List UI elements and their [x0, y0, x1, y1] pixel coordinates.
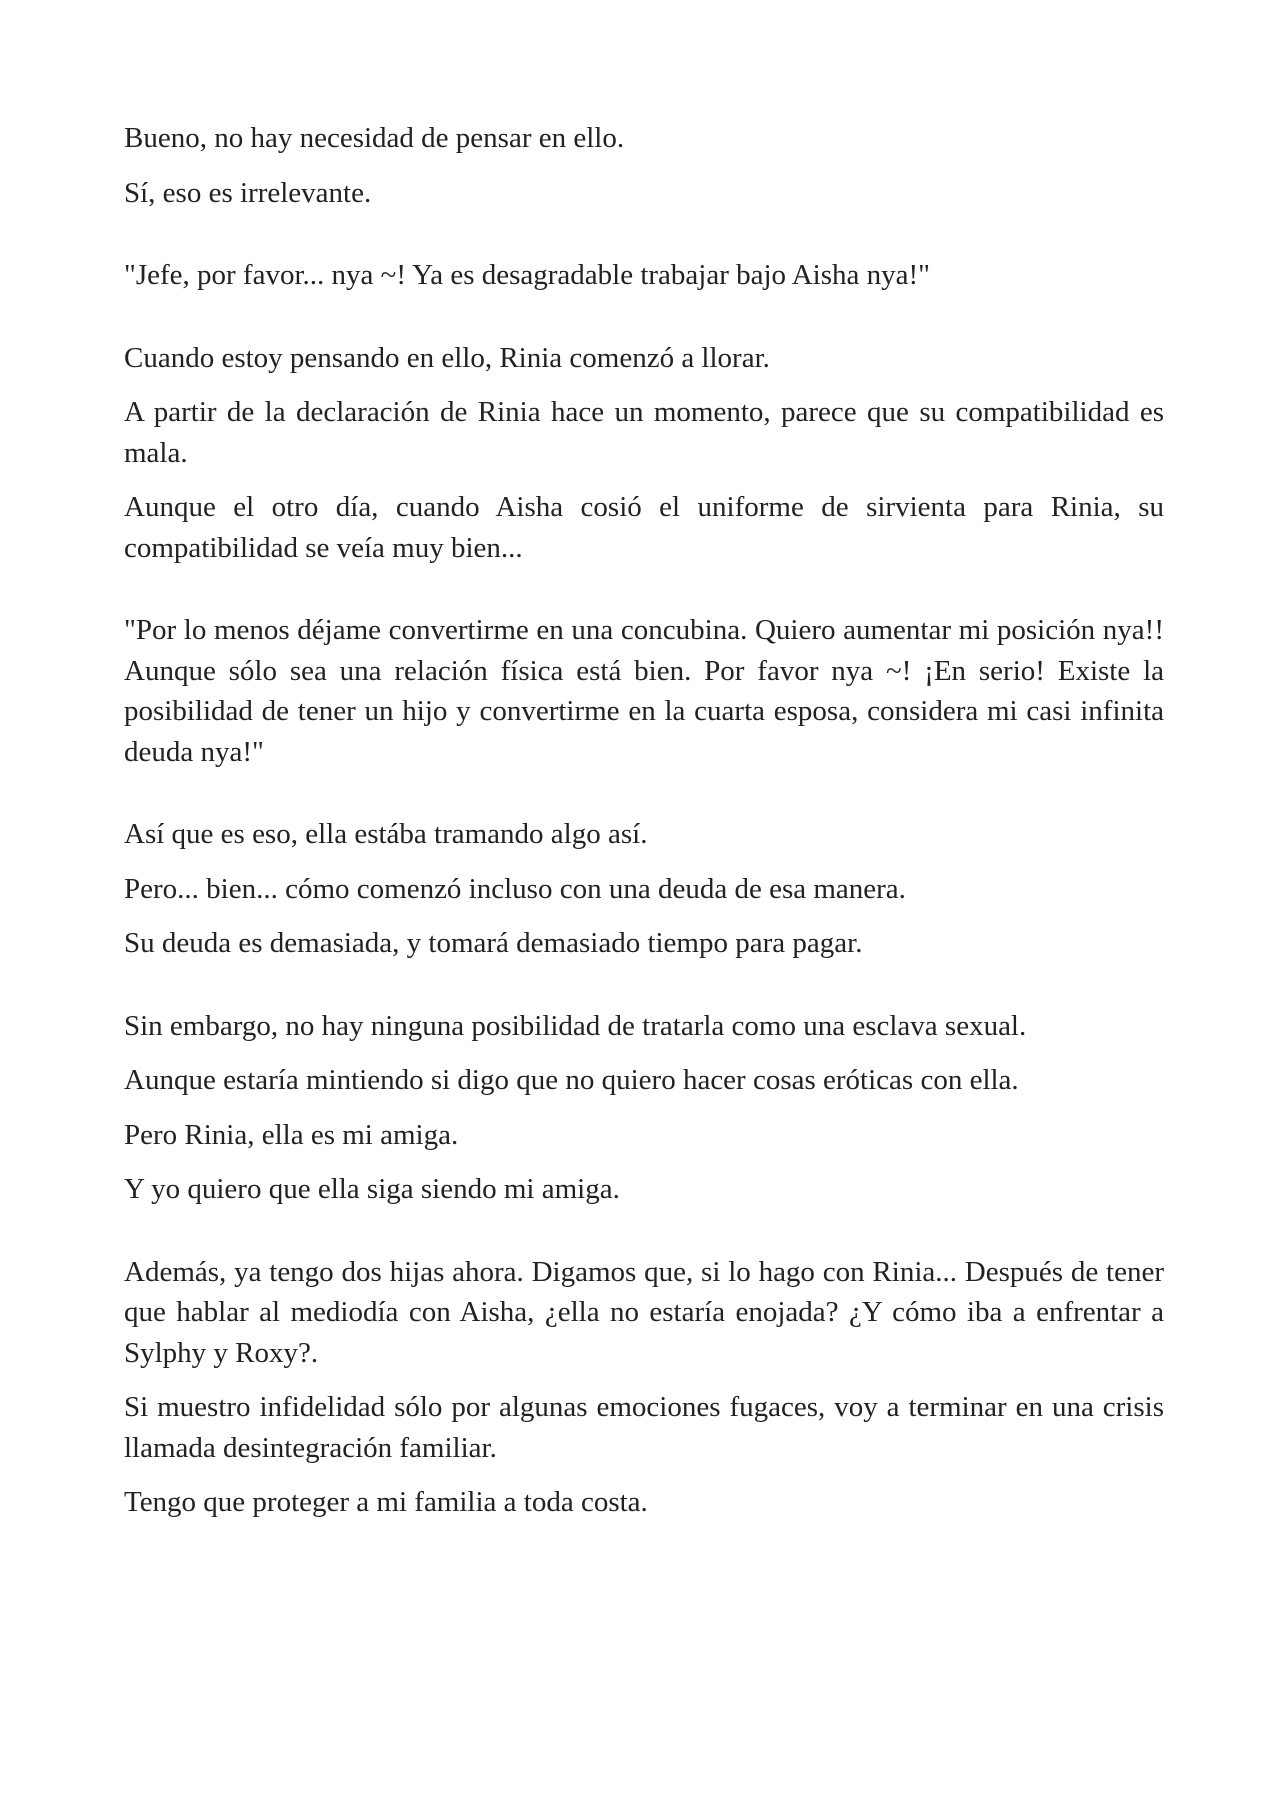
document-page	[124, 118, 1164, 1537]
paragraph-8: Así que es eso, ella estába tramando algo así.	[124, 818, 648, 850]
paragraph-6: Aunque el otro día, cuando Aisha cosió el uniforme de sirvienta para Rinia, su compatibilidad se veía muy bien...	[124, 491, 1164, 564]
paragraph-15: Además, ya tengo dos hijas ahora. Digamos que, si lo hago con Rinia... Después de tener que hablar al mediodía con Aisha, ¿ella no estaría enojada? ¿Y cómo iba a enfrentar a Sylphy y Roxy?.	[124, 1255, 1164, 1369]
paragraph-4: Cuando estoy pensando en ello, Rinia comenzó a llorar.	[124, 341, 770, 374]
paragraph-12: Aunque estaría mintiendo si digo que no quiero hacer cosas eróticas con ella.	[124, 1064, 1019, 1096]
paragraph-14: Y yo quiero que ella siga siendo mi amiga.	[124, 1173, 620, 1205]
paragraph-10: Su deuda es demasiada, y tomará demasiado tiempo para pagar.	[124, 927, 863, 959]
paragraph-11: Sin embargo, no hay ninguna posibilidad de tratarla como una esclava sexual.	[124, 1009, 1027, 1042]
paragraph-17: Tengo que proteger a mi familia a toda costa.	[124, 1486, 648, 1518]
paragraph-7: "Por lo menos déjame convertirme en una concubina. Quiero aumentar mi posición nya!! Aunque sólo sea una relación física está bien. Por favor nya ~! ¡En serio! Existe la posibilidad de tener un hijo y convertirme en la cuarta esposa, considera mi casi infinita deuda nya!"	[124, 614, 1164, 768]
paragraph-13: Pero Rinia, ella es mi amiga.	[124, 1118, 459, 1151]
paragraph-5: A partir de la declaración de Rinia hace un momento, parece que su compatibilidad es mala.	[124, 396, 1164, 469]
paragraph-16: Si muestro infidelidad sólo por algunas emociones fugaces, voy a terminar en una crisis llamada desintegración familiar.	[124, 1391, 1164, 1464]
paragraph-3: "Jefe, por favor... nya ~! Ya es desagradable trabajar bajo Aisha nya!"	[124, 259, 930, 291]
paragraph-2: Sí, eso es irrelevante.	[124, 176, 372, 209]
paragraph-1: Bueno, no hay necesidad de pensar en ello.	[124, 122, 625, 154]
paragraph-9: Pero... bien... cómo comenzó incluso con una deuda de esa manera.	[124, 872, 906, 905]
